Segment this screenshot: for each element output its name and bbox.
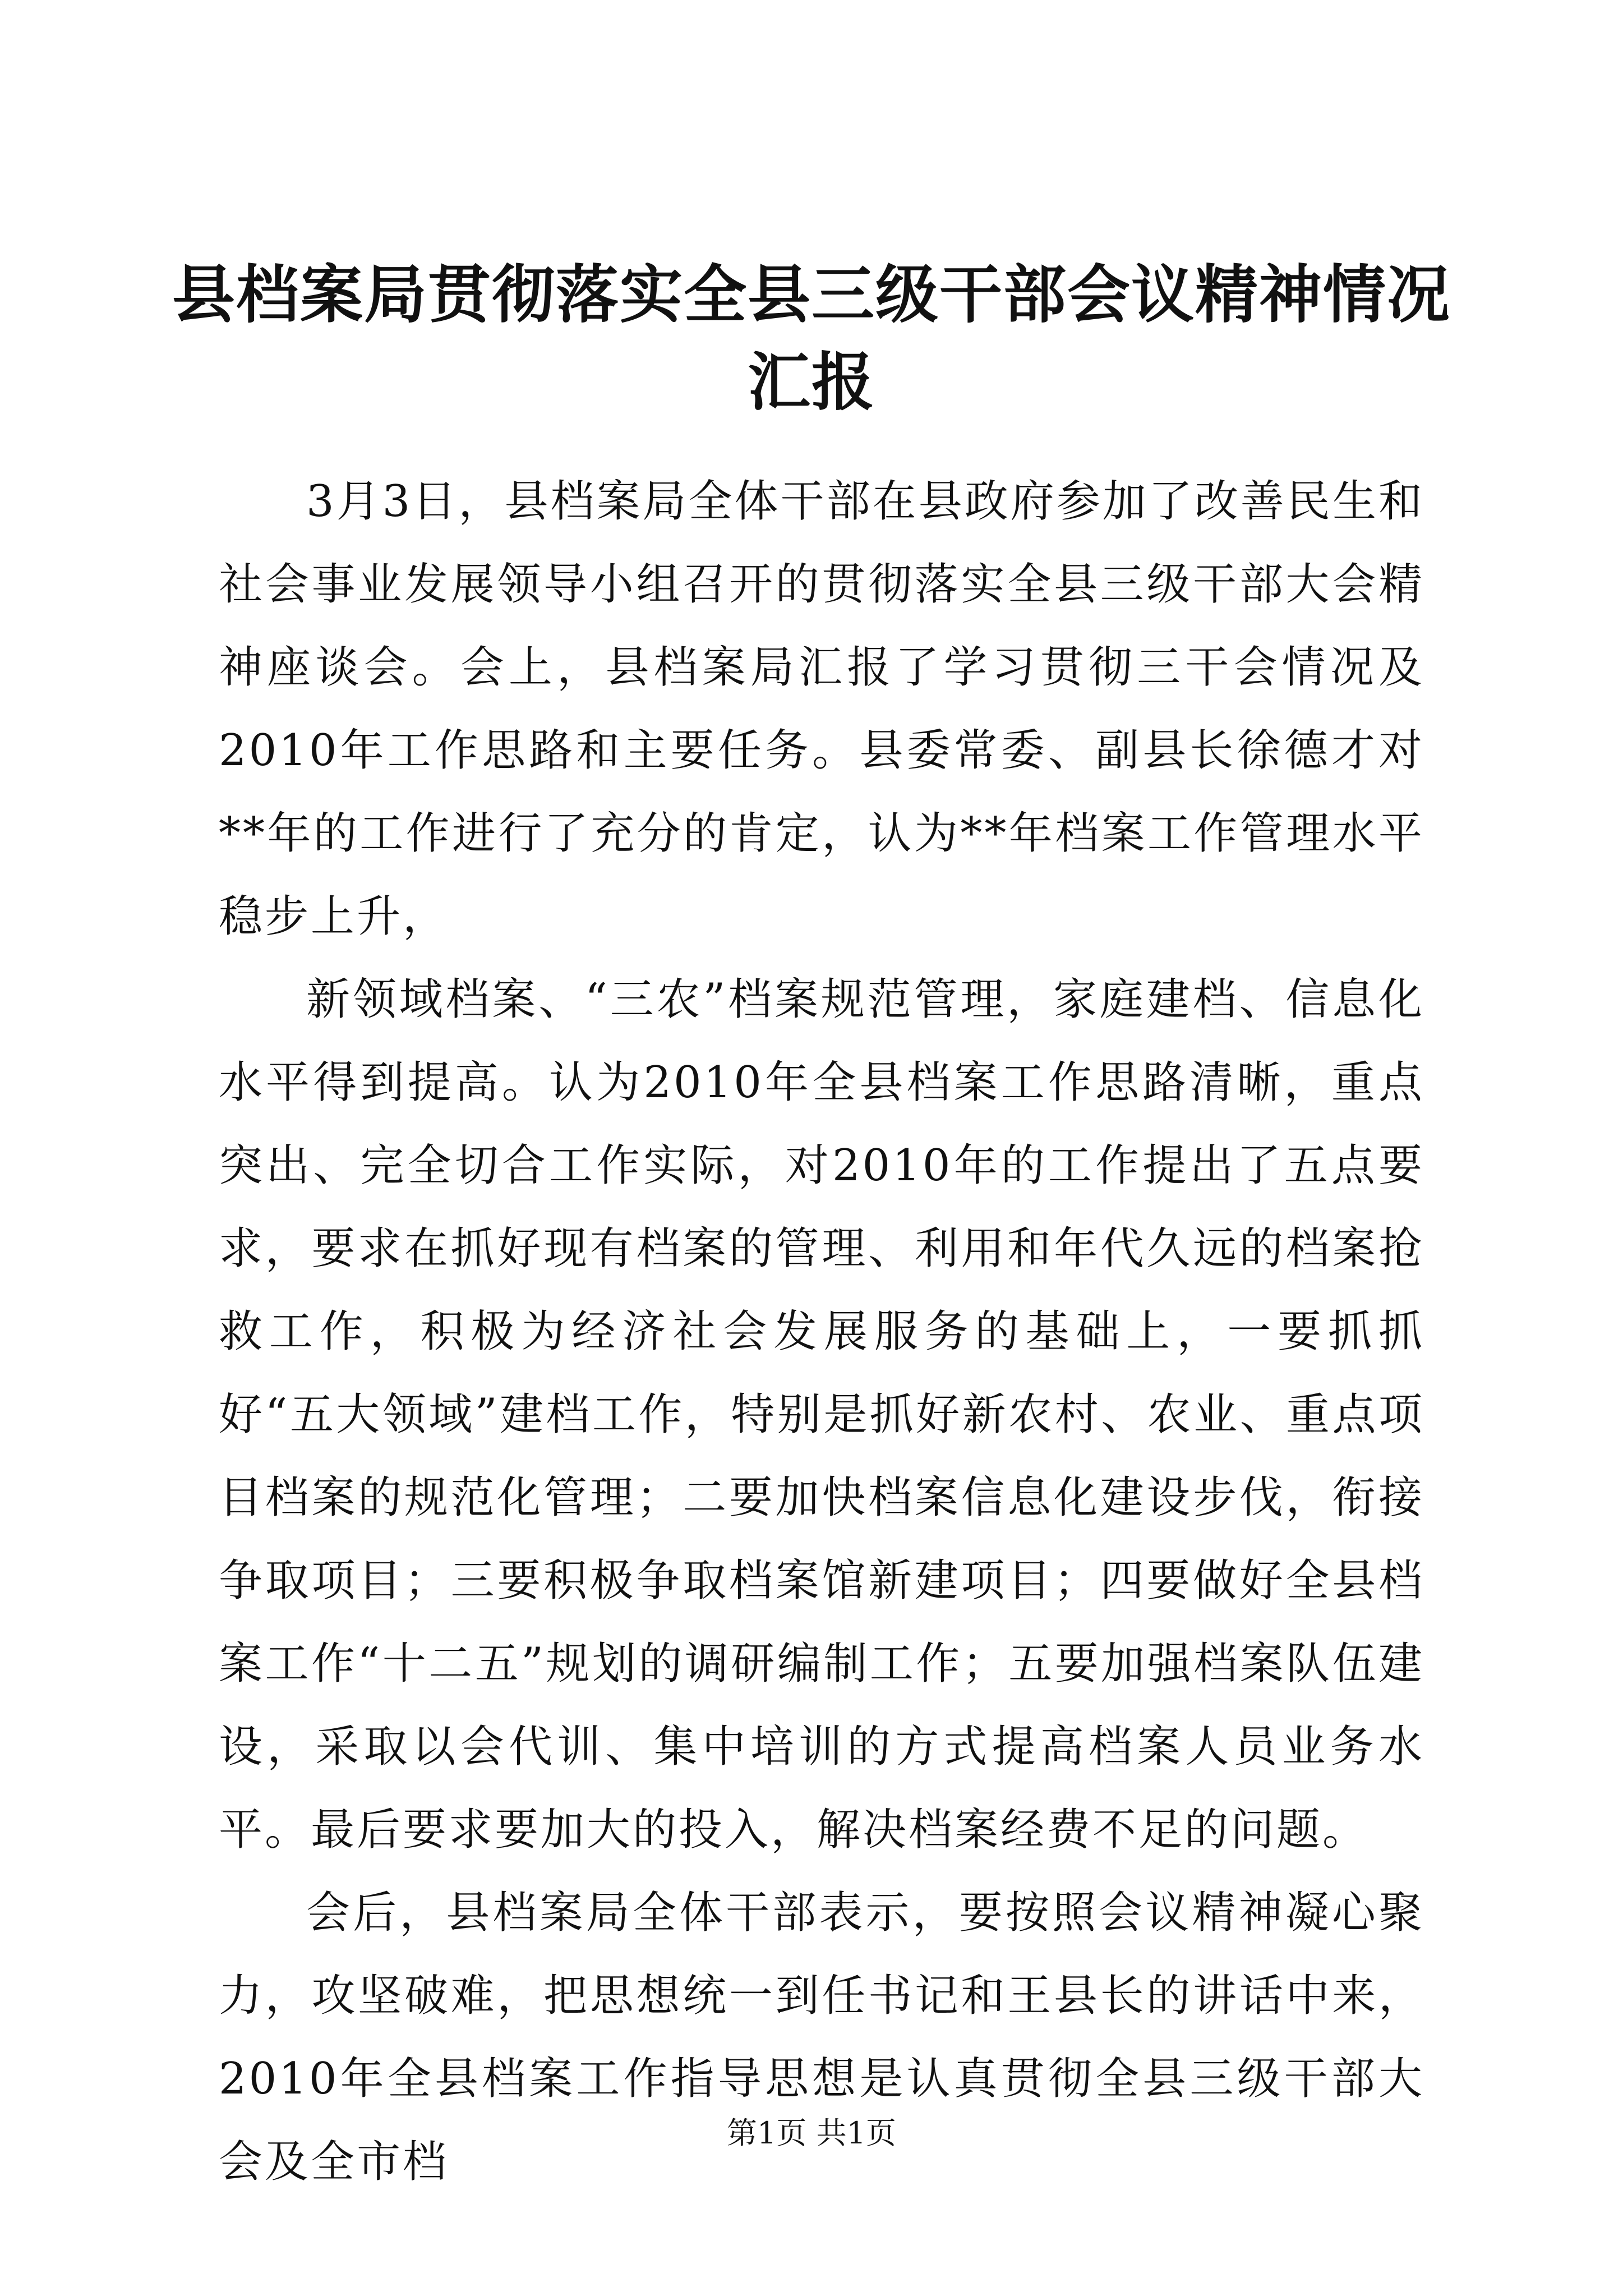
paragraph-2: 新领域档案、“三农”档案规范管理，家庭建档、信息化水平得到提高。认为2010年全县档案工作思路清晰，重点突出、完全切合工作实际，对2010年的工作提出了五点要求，要求在抓好现有档案的管理、利用和年代久远的档案抢救工作，积极为经济社会发展服务的基础上，一要抓抓好“五大领域”建档工作，特别是抓好新农村、农业、重点项目档案的规范化管理；二要加快档案信息化建设步伐，衔接争取项目；三要积极争取档案馆新建项目；四要做好全县档案工作“十二五”规划的调研编制工作；五要加强档案队伍建设，采取以会代训、集中培训的方式提高档案人员业务水平。最后要求要加大的投入，解决档案经费不足的问题。 [219,974,1424,1855]
paragraph-3: 会后，县档案局全体干部表示，要按照会议精神凝心聚力，攻坚破难，把思想统一到任书记和王县长的讲话中来，2010年全县档案工作指导思想是认真贯彻全县三级干部大会及全市档 [219,1888,1424,2187]
document-title [168,251,1455,426]
paragraph-1: 3月3日，县档案局全体干部在县政府参加了改善民生和社会事业发展领导小组召开的贯彻落实全县三级干部大会精神座谈会。会上，县档案局汇报了学习贯彻三干会情况及2010年工作思路和主要任务。县委常委、副县长徐德才对**年的工作进行了充分的肯定，认为**年档案工作管理水平稳步上升， [219,476,1424,942]
title-line-1: 县档案局贯彻落实全县三级干部会议精神情况 [172,258,1451,332]
title-line-2: 汇报 [748,346,875,419]
page-number-footer: 第1页 共1页 [727,2115,896,2151]
document-body [219,460,1424,2203]
